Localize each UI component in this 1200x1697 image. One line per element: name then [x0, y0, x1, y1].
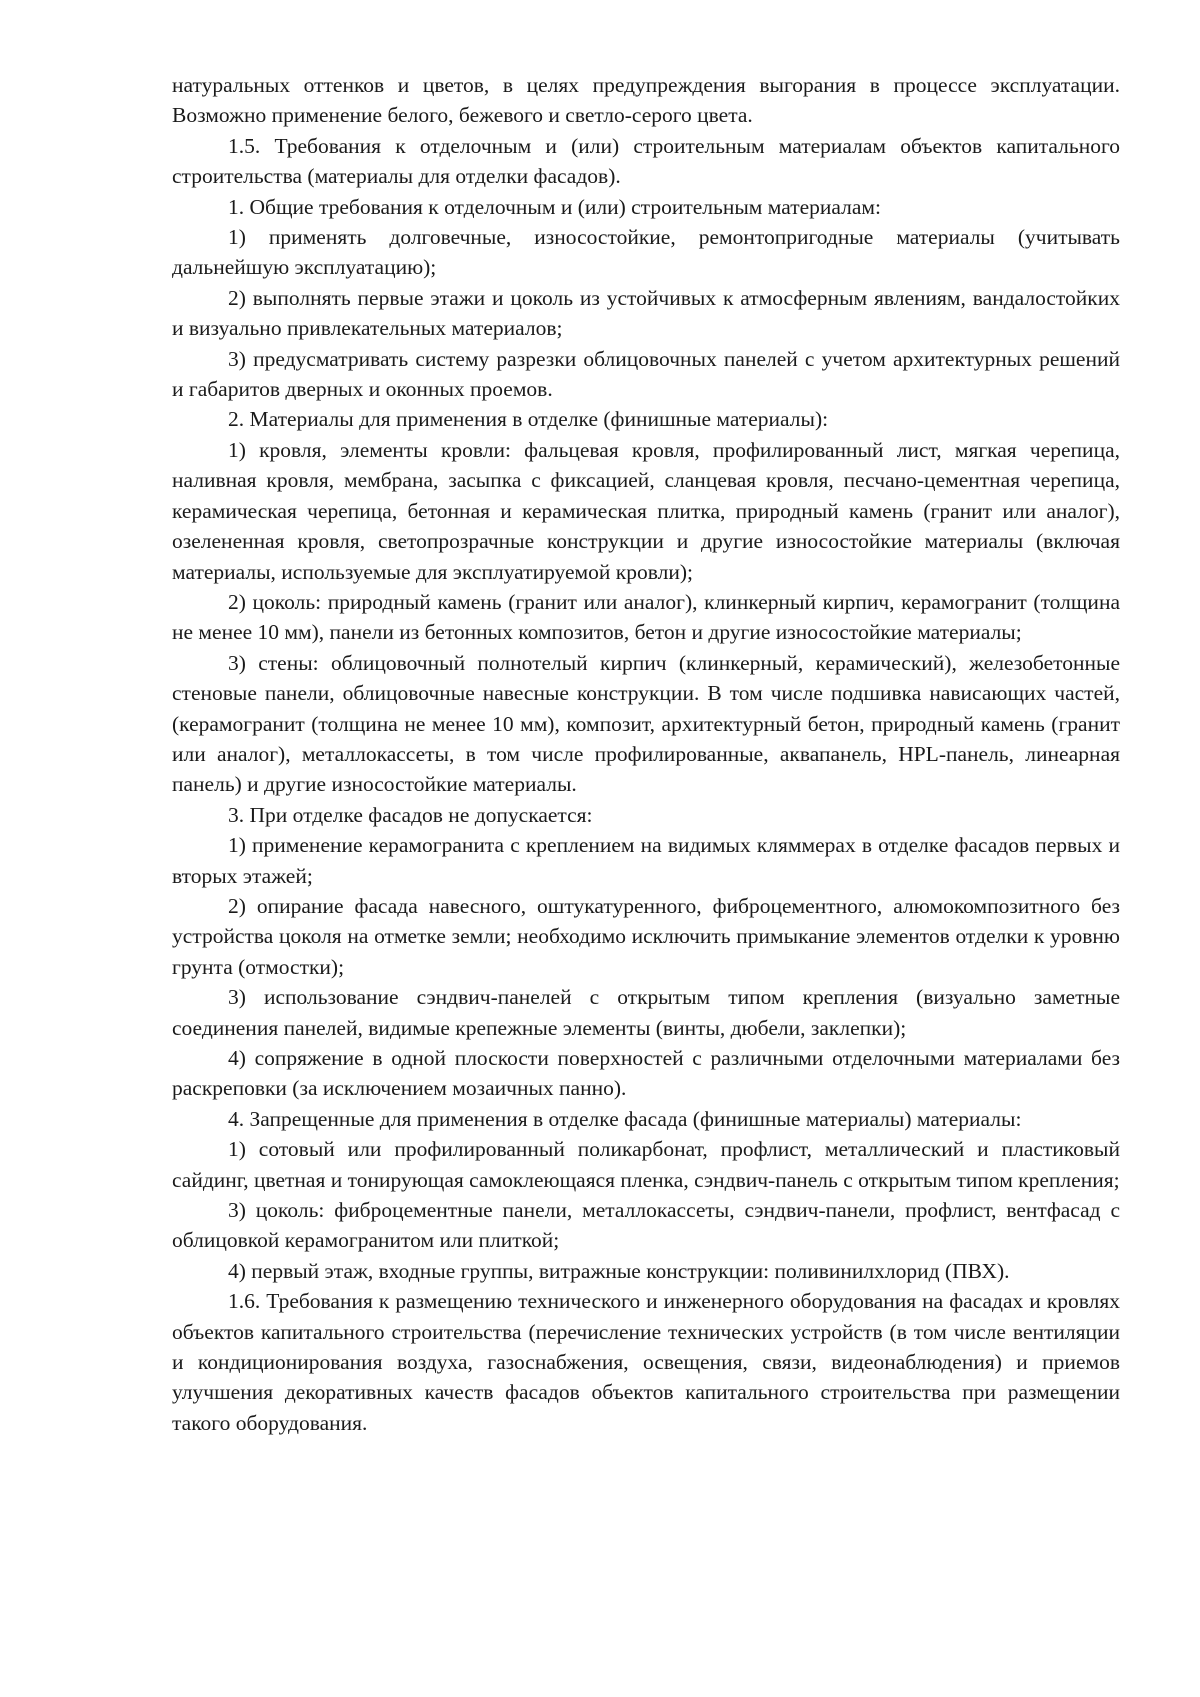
- list-item: 1) применение керамогранита с креплением на видимых кляммерах в отделке фасадов первых и вторых этажей;: [172, 833, 1120, 888]
- list-item: 2) опирание фасада навесного, оштукатуренного, фиброцементного, алюмокомпозитного без устройства цоколя на отметке земли; необходимо исключить примыкание элементов отделки к уровню грунта (отмостки);: [172, 893, 1120, 979]
- list-item: 4) сопряжение в одной плоскости поверхностей с различными отделочными материалами без раскреповки (за исключением мозаичных панно).: [172, 1046, 1120, 1101]
- list-item: 3) предусматривать систему разрезки облицовочных панелей с учетом архитектурных решений и габаритов дверных и оконных проемов.: [172, 346, 1120, 402]
- paragraph-prohibited: 4. Запрещенные для применения в отделке фасада (финишные материалы) материалы:: [228, 1106, 1022, 1131]
- list-item: 3) цоколь: фиброцементные панели, металлокассеты, сэндвич-панели, профлист, вентфасад с облицовкой керамогранитом или плиткой;: [172, 1198, 1120, 1253]
- list-item: 4) первый этаж, входные группы, витражные конструкции: поливинилхлорид (ПВХ).: [228, 1258, 1010, 1283]
- list-item: 2) выполнять первые этажи и цоколь из устойчивых к атмосферным явлениям, вандалостойких и визуально привлекательных материалов;: [172, 285, 1120, 341]
- list-item: 1) сотовый или профилированный поликарбонат, профлист, металлический и пластиковый сайдинг, цветная и тонирующая самоклеющаяся пленка, сэндвич-панель с открытым типом крепления;: [172, 1137, 1120, 1192]
- section-heading-1-5: 1.5. Требования к отделочным и (или) строительным материалам объектов капитального строительства (материалы для отделки фасадов).: [172, 133, 1120, 189]
- list-item: 2) цоколь: природный камень (гранит или аналог), клинкерный кирпич, керамогранит (толщина не менее 10 мм), панели из бетонных композитов, бетон и другие износостойкие материалы;: [172, 589, 1120, 645]
- list-item: 3) стены: облицовочный полнотелый кирпич (клинкерный, керамический), железобетонные стеновые панели, облицовочные навесные конструкции. В том числе подшивка нависающих частей, (керамогранит (толщина не менее 10 мм), композит, архитектурный бетон, природный камень (гранит или аналог), металлокассеты, в том числе профилированные, аквапанель, HPL-панель, линеарная панель) и другие износостойкие материалы.: [172, 650, 1120, 797]
- list-item: 1) применять долговечные, износостойкие, ремонтопригодные материалы (учитывать дальнейшую эксплуатацию);: [172, 225, 1120, 280]
- paragraph-finish-materials: 2. Материалы для применения в отделке (финишные материалы):: [228, 407, 829, 432]
- paragraph-continuation: натуральных оттенков и цветов, в целях предупреждения выгорания в процессе эксплуатации. Возможно применение белого, бежевого и светло-серого цвета.: [172, 73, 1120, 128]
- section-heading-1-6: 1.6. Требования к размещению технического и инженерного оборудования на фасадах и кровлях объектов капитального строительства (перечисление технических устройств (в том числе вентиляции и кондиционирования воздуха, газоснабжения, освещения, связи, видеонаблюдения) и приемов улучшения декоративных качеств фасадов объектов капитального строительства при размещении такого оборудования.: [172, 1289, 1120, 1435]
- list-item: 3) использование сэндвич-панелей с открытым типом крепления (визуально заметные соединения панелей, видимые крепежные элементы (винты, дюбели, заклепки);: [172, 985, 1120, 1040]
- paragraph-general-requirements: 1. Общие требования к отделочным и (или) строительным материалам:: [228, 194, 881, 219]
- paragraph-not-allowed: 3. При отделке фасадов не допускается:: [228, 802, 593, 827]
- list-item: 1) кровля, элементы кровли: фальцевая кровля, профилированный лист, мягкая черепица, наливная кровля, мембрана, засыпка с фиксацией, сланцевая кровля, песчано-цементная черепица, керамическая черепица, бетонная и керамическая плитка, природный камень (гранит или аналог), озелененная кровля, светопрозрачные конструкции и другие износостойкие материалы (включая материалы, используемые для эксплуатируемой кровли);: [172, 437, 1120, 584]
- document-page: [172, 70, 1120, 1438]
